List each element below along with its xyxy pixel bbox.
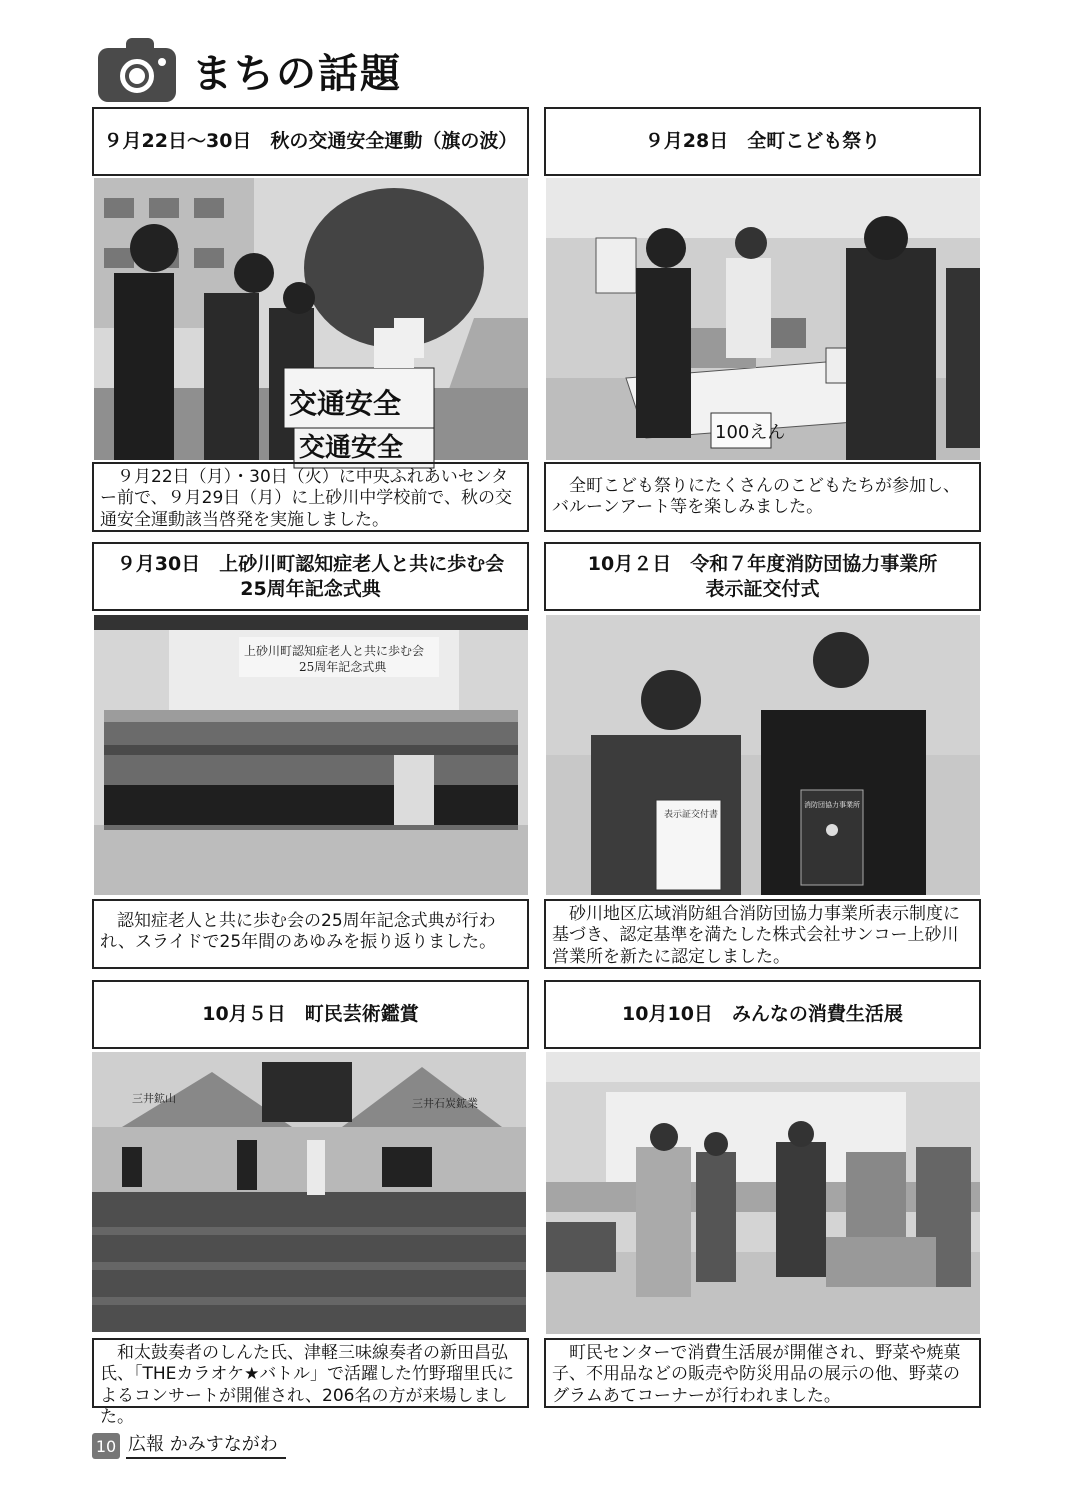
photo-kids-festival: [546, 178, 980, 460]
article-title-fire-brigade: 10月２日 令和７年度消防団協力事業所 表示証交付式: [544, 542, 981, 611]
photo-fire-brigade: [546, 615, 980, 895]
flag-text-1: 交通安全: [289, 387, 402, 420]
publication-name: 広報 かみすながわ: [126, 1430, 286, 1459]
article-title-anniversary: ９月30日 上砂川町認知症老人と共に歩む会 25周年記念式典: [92, 542, 529, 611]
stage-text-left: 三井鉱山: [132, 1092, 176, 1105]
banner-line-2: 25周年記念式典: [299, 660, 387, 674]
article-title-kids-festival: ９月28日 全町こども祭り: [544, 107, 981, 176]
page-footer: [92, 1430, 286, 1459]
photo-anniversary: [94, 615, 528, 895]
banner-line-1: 上砂川町認知症老人と共に歩む会: [244, 644, 425, 658]
page-title: まちの話題: [192, 50, 402, 97]
caption-art-appreciation: 和太鼓奏者のしんた氏、津軽三味線奏者の新田昌弘氏、「THEカラオケ★バトル」で活躍した竹野瑠里氏によるコンサートが開催され、206名の方が来場しました。: [92, 1338, 529, 1408]
caption-traffic-safety: ９月22日（月）・30日（火）に中央ふれあいセンター前で、９月29日（月）に上砂川中学校前で、秋の交通安全運動該当啓発を実施しました。: [92, 462, 529, 532]
article-title-traffic-safety: ９月22日～30日 秋の交通安全運動（旗の波）: [92, 107, 529, 176]
photo-consumer-expo: [546, 1052, 980, 1334]
photo-art-appreciation: [92, 1052, 526, 1332]
article-title-consumer-expo: 10月10日 みんなの消費生活展: [544, 980, 981, 1049]
caption-anniversary: 認知症老人と共に歩む会の25周年記念式典が行われ、スライドで25年間のあゆみを振り返りました。: [92, 899, 529, 969]
stage-text-right: 三井石炭鉱業: [412, 1097, 478, 1110]
caption-consumer-expo: 町民センターで消費生活展が開催され、野菜や焼菓子、不用品などの販売や防災用品の展示の他、野菜のグラムあてコーナーが行われました。: [544, 1338, 981, 1408]
certificate-text: 表示証交付書: [664, 810, 719, 820]
price-sign-text: 100えん: [715, 422, 786, 443]
caption-kids-festival: 全町こども祭りにたくさんのこどもたちが参加し、バルーンアート等を楽しみました。: [544, 462, 981, 532]
photo-traffic-safety: [94, 178, 528, 463]
camera-icon: [98, 38, 176, 102]
plaque-text: 消防団協力事業所: [804, 801, 860, 809]
article-title-art-appreciation: 10月５日 町民芸術鑑賞: [92, 980, 529, 1049]
flag-text-2: 交通安全: [299, 433, 404, 463]
caption-fire-brigade: 砂川地区広域消防組合消防団協力事業所表示制度に基づき、認定基準を満たした株式会社サンコー上砂川営業所を新たに認定しました。: [544, 899, 981, 969]
page-header: [98, 38, 402, 102]
page-number: 10: [92, 1433, 120, 1459]
